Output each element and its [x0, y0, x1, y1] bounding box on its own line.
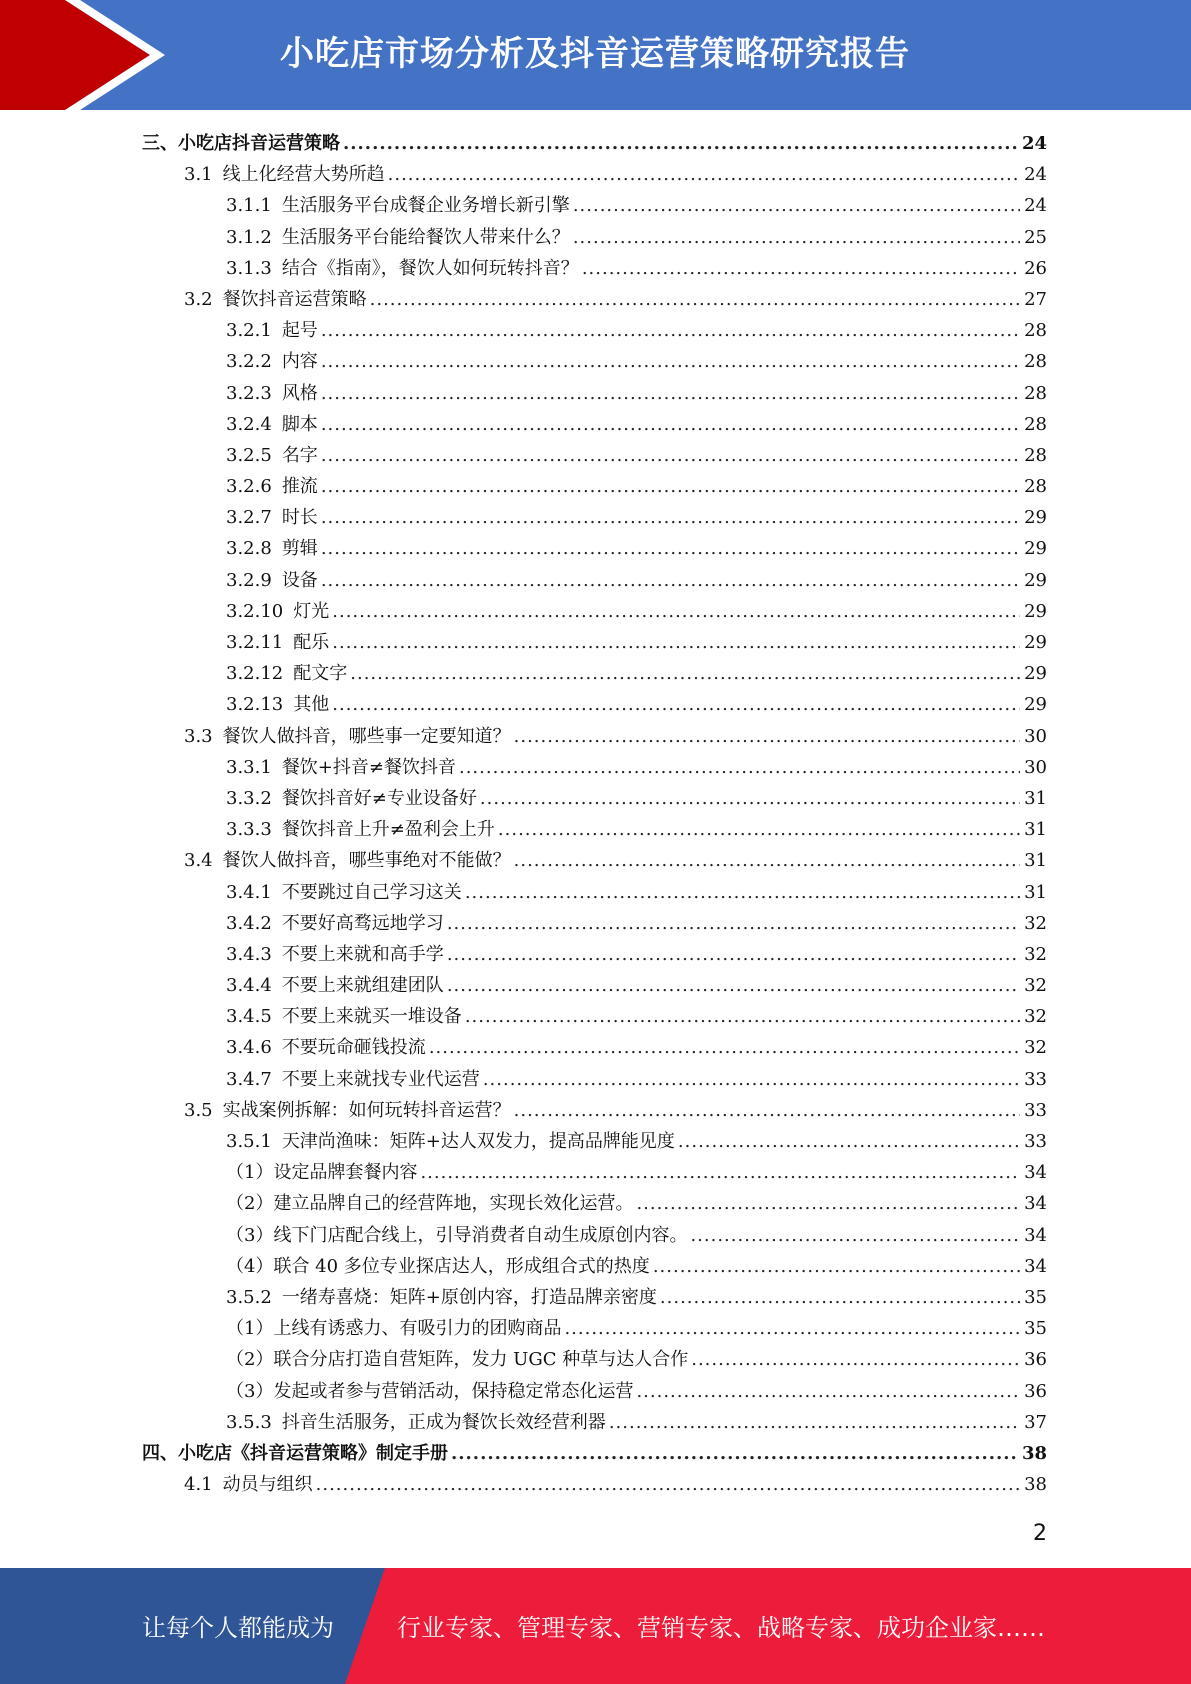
- toc-entry-number: 3.1.2: [226, 226, 272, 248]
- toc-entry[interactable]: [142, 1438, 1047, 1469]
- toc-dot-leader: [370, 284, 1020, 315]
- toc-entry-title: 餐饮抖音运营策略: [222, 288, 367, 310]
- toc-dot-leader: [321, 502, 1020, 533]
- toc-entry[interactable]: [142, 1095, 1047, 1126]
- toc-entry-number: 3.4.7: [226, 1068, 272, 1090]
- toc-entry-page: 31: [1024, 787, 1047, 809]
- toc-entry-number: 3.5.3: [226, 1411, 272, 1433]
- toc-entry-page: 32: [1024, 1006, 1047, 1028]
- toc-entry-page: 32: [1024, 975, 1047, 997]
- toc-entry[interactable]: [142, 1282, 1047, 1313]
- toc-entry[interactable]: [142, 1344, 1047, 1375]
- toc-entry-page: 24: [1024, 195, 1047, 217]
- toc-dot-leader: [465, 1001, 1020, 1032]
- toc-entry-page: 29: [1024, 507, 1047, 529]
- toc-entry-title: 剪辑: [281, 538, 318, 560]
- toc-entry-number: 3.2.8: [226, 538, 272, 560]
- toc-dot-leader: [350, 658, 1020, 689]
- toc-entry[interactable]: [142, 1188, 1047, 1219]
- toc-dot-leader: [447, 939, 1020, 970]
- toc-entry-title: 实战案例拆解：如何玩转抖音运营？: [222, 1099, 511, 1121]
- toc-entry-title: 不要上来就找专业代运营: [281, 1068, 480, 1090]
- page-number: 2: [1033, 1521, 1047, 1546]
- toc-entry-number: 3.4.1: [226, 881, 272, 903]
- toc-entry-page: 33: [1024, 1099, 1047, 1121]
- toc-entry-number: 3.2.4: [226, 413, 272, 435]
- footer-slogan-right: 行业专家、管理专家、营销专家、战略专家、成功企业家……: [397, 1614, 1045, 1642]
- toc-entry-number: 3.4.2: [226, 912, 272, 934]
- toc-entry-number: 3.2.10: [226, 600, 284, 622]
- toc-dot-leader: [388, 159, 1020, 190]
- toc-entry-title: 时长: [281, 507, 318, 529]
- toc-entry[interactable]: [142, 346, 1047, 377]
- toc-entry-page: 29: [1024, 538, 1047, 560]
- toc-dot-leader: [429, 1032, 1020, 1063]
- toc-entry-page: 28: [1024, 476, 1047, 498]
- toc-entry-number: 3.1.1: [226, 195, 272, 217]
- toc-entry-title: 内容: [281, 351, 318, 373]
- header-band: [0, 0, 1191, 110]
- toc-entry-title: （3）线下门店配合线上，引导消费者自动生成原创内容。: [226, 1224, 688, 1246]
- toc-entry-title: 配文字: [293, 663, 348, 685]
- toc-entry-page: 24: [1024, 164, 1047, 186]
- toc-dot-leader: [691, 1344, 1020, 1375]
- toc-entry[interactable]: [142, 533, 1047, 564]
- toc-entry[interactable]: [142, 1251, 1047, 1282]
- toc-entry-title: 不要上来就买一堆设备: [281, 1006, 462, 1028]
- toc-dot-leader: [465, 877, 1020, 908]
- toc-entry-title: 风格: [281, 382, 318, 404]
- toc-entry-number: 3.2.3: [226, 382, 272, 404]
- toc-entry[interactable]: [142, 1032, 1047, 1063]
- toc-entry[interactable]: [142, 378, 1047, 409]
- toc-entry-number: 3.3: [184, 725, 213, 747]
- toc-dot-leader: [514, 845, 1020, 876]
- toc-dot-leader: [321, 565, 1020, 596]
- toc-entry-title: （1）设定品牌套餐内容: [226, 1162, 418, 1184]
- toc-entry-title: 起号: [281, 320, 318, 342]
- toc-entry-number: 3.2.5: [226, 444, 272, 466]
- toc-entry-number: 3.5.2: [226, 1286, 272, 1308]
- toc-entry-page: 31: [1024, 881, 1047, 903]
- toc-entry-title: 结合《指南》，餐饮人如何玩转抖音？: [281, 257, 579, 279]
- toc-entry-page: 38: [1024, 1474, 1047, 1496]
- toc-entry-title: 不要跳过自己学习这关: [281, 881, 462, 903]
- toc-entry[interactable]: [142, 627, 1047, 658]
- toc-entry-number: 3.1.3: [226, 257, 272, 279]
- toc-entry[interactable]: [142, 565, 1047, 596]
- toc-entry[interactable]: [142, 1407, 1047, 1438]
- toc-dot-leader: [498, 814, 1020, 845]
- toc-entry-title: 生活服务平台能给餐饮人带来什么？: [281, 226, 570, 248]
- toc-entry[interactable]: [142, 783, 1047, 814]
- toc-entry-title: 不要上来就组建团队: [281, 975, 444, 997]
- toc-entry-page: 27: [1024, 288, 1047, 310]
- toc-entry-title: 小吃店《抖音运营策略》制定手册: [178, 1442, 448, 1464]
- toc-entry-title: 脚本: [281, 413, 318, 435]
- toc-entry-title: 配乐: [293, 632, 330, 653]
- toc-dot-leader: [636, 1188, 1020, 1219]
- toc-entry-page: 32: [1024, 943, 1047, 965]
- toc-dot-leader: [321, 471, 1020, 502]
- toc-dot-leader: [321, 315, 1020, 346]
- document-title: 小吃店市场分析及抖音运营策略研究报告: [280, 34, 910, 74]
- toc-entry[interactable]: [142, 190, 1047, 221]
- toc-entry-page: 34: [1024, 1162, 1047, 1184]
- toc-entry-title: 线上化经营大势所趋: [222, 164, 385, 186]
- toc-entry[interactable]: [142, 253, 1047, 284]
- toc-entry-title: 餐饮人做抖音，哪些事绝对不能做？: [222, 850, 511, 872]
- toc-entry-title: 不要好高骛远地学习: [281, 912, 444, 934]
- toc-dot-leader: [321, 533, 1020, 564]
- toc-entry-page: 33: [1024, 1131, 1047, 1152]
- toc-entry-number: 三、: [142, 133, 178, 154]
- toc-entry[interactable]: [142, 409, 1047, 440]
- toc-dot-leader: [447, 908, 1020, 939]
- toc-entry-title: 一绪寿喜烧：矩阵+原创内容，打造品牌亲密度: [281, 1286, 657, 1308]
- toc-entry[interactable]: [142, 502, 1047, 533]
- toc-entry-title: 天津尚渔味：矩阵+达人双发力，提高品牌能见度: [281, 1131, 675, 1152]
- toc-dot-leader: [332, 627, 1020, 658]
- toc-dot-leader: [332, 596, 1020, 627]
- toc-entry[interactable]: [142, 1313, 1047, 1344]
- toc-entry-title: 抖音生活服务，正成为餐饮长效经营利器: [281, 1411, 606, 1433]
- footer-slogan-left: 让每个人都能成为: [142, 1614, 334, 1642]
- toc-entry-title: （4）联合 40 多位专业探店达人，形成组合式的热度: [226, 1255, 650, 1277]
- toc-entry[interactable]: [142, 128, 1047, 159]
- toc-entry[interactable]: [142, 689, 1047, 720]
- toc-entry[interactable]: [142, 1469, 1047, 1500]
- toc-entry[interactable]: [142, 222, 1047, 253]
- toc-entry-number: 4.1: [184, 1474, 213, 1496]
- toc-entry-number: 3.4.5: [226, 1006, 272, 1028]
- toc-entry[interactable]: [142, 908, 1047, 939]
- toc-entry[interactable]: [142, 721, 1047, 752]
- toc-entry-page: 34: [1024, 1224, 1047, 1246]
- toc-entry[interactable]: [142, 877, 1047, 908]
- toc-entry[interactable]: [142, 1376, 1047, 1407]
- toc-entry-number: 3.3.3: [226, 819, 272, 841]
- toc-entry-number: 3.4.6: [226, 1037, 272, 1059]
- toc-entry-title: （2）建立品牌自己的经营阵地，实现长效化运营。: [226, 1193, 634, 1215]
- toc-dot-leader: [678, 1126, 1020, 1157]
- toc-entry-page: 33: [1024, 1068, 1047, 1090]
- toc-entry-number: 四、: [142, 1442, 178, 1464]
- toc-entry-number: 3.5.1: [226, 1131, 272, 1152]
- toc-entry[interactable]: [142, 1220, 1047, 1251]
- toc-entry-title: 名字: [281, 444, 318, 466]
- toc-entry-title: （3）发起或者参与营销活动，保持稳定常态化运营: [226, 1380, 634, 1402]
- toc-entry-number: 3.3.2: [226, 787, 272, 809]
- toc-entry-page: 24: [1021, 133, 1047, 154]
- toc-entry-title: （1）上线有诱惑力、有吸引力的团购商品: [226, 1318, 562, 1340]
- toc-entry-number: 3.2.12: [226, 663, 284, 685]
- toc-entry[interactable]: [142, 284, 1047, 315]
- toc-entry-title: 不要上来就和高手学: [281, 943, 444, 965]
- toc-entry-number: 3.1: [184, 164, 213, 186]
- toc-dot-leader: [321, 346, 1020, 377]
- toc-entry-number: 3.4.3: [226, 943, 272, 965]
- toc-entry-title: 动员与组织: [222, 1474, 313, 1496]
- toc-dot-leader: [564, 1313, 1020, 1344]
- toc-entry-page: 31: [1024, 850, 1047, 872]
- toc-entry[interactable]: [142, 939, 1047, 970]
- toc-entry-number: 3.2.11: [226, 632, 284, 653]
- toc-entry[interactable]: [142, 471, 1047, 502]
- toc-entry-number: 3.2: [184, 288, 213, 310]
- toc-entry-page: 35: [1024, 1286, 1047, 1308]
- toc-entry-title: 餐饮抖音上升≠盈利会上升: [281, 819, 495, 841]
- toc-entry-page: 38: [1021, 1442, 1047, 1464]
- toc-entry-page: 29: [1024, 663, 1047, 685]
- toc-entry[interactable]: [142, 159, 1047, 190]
- toc-entry-title: 灯光: [293, 600, 330, 622]
- toc-entry[interactable]: [142, 658, 1047, 689]
- toc-entry-title: （2）联合分店打造自营矩阵，发力 UGC 种草与达人合作: [226, 1349, 689, 1371]
- toc-dot-leader: [321, 409, 1020, 440]
- toc-entry-title: 小吃店抖音运营策略: [178, 133, 340, 154]
- table-of-contents: [142, 128, 1047, 1500]
- toc-entry[interactable]: [142, 1157, 1047, 1188]
- toc-dot-leader: [321, 378, 1020, 409]
- toc-dot-leader: [582, 253, 1020, 284]
- toc-entry-page: 34: [1024, 1255, 1047, 1277]
- toc-entry-title: 餐饮人做抖音，哪些事一定要知道？: [222, 725, 511, 747]
- toc-entry-number: 3.4.4: [226, 975, 272, 997]
- toc-entry[interactable]: [142, 752, 1047, 783]
- toc-entry-number: 3.5: [184, 1099, 213, 1121]
- toc-entry-page: 28: [1024, 444, 1047, 466]
- toc-dot-leader: [514, 721, 1020, 752]
- footer-band: [0, 1568, 1191, 1684]
- toc-dot-leader: [573, 190, 1020, 221]
- toc-entry-page: 29: [1024, 694, 1047, 716]
- toc-entry-number: 3.2.9: [226, 569, 272, 591]
- toc-dot-leader: [316, 1469, 1020, 1500]
- toc-entry-number: 3.2.1: [226, 320, 272, 342]
- toc-entry-page: 28: [1024, 351, 1047, 373]
- toc-entry-page: 35: [1024, 1318, 1047, 1340]
- toc-entry-page: 34: [1024, 1193, 1047, 1215]
- toc-dot-leader: [636, 1376, 1020, 1407]
- toc-entry-title: 设备: [281, 569, 318, 591]
- toc-dot-leader: [459, 752, 1020, 783]
- toc-entry[interactable]: [142, 845, 1047, 876]
- toc-entry-page: 25: [1024, 226, 1047, 248]
- toc-entry-page: 26: [1024, 257, 1047, 279]
- toc-entry-page: 29: [1024, 569, 1047, 591]
- toc-entry-page: 29: [1024, 632, 1047, 653]
- toc-entry-number: 3.2.7: [226, 507, 272, 529]
- toc-entry-page: 28: [1024, 413, 1047, 435]
- toc-entry-title: 餐饮抖音好≠专业设备好: [281, 787, 477, 809]
- toc-entry-page: 30: [1024, 725, 1047, 747]
- toc-dot-leader: [480, 783, 1020, 814]
- toc-entry-number: 3.2.6: [226, 476, 272, 498]
- toc-entry-title: 推流: [281, 476, 318, 498]
- toc-entry-page: 32: [1024, 1037, 1047, 1059]
- toc-entry-page: 36: [1024, 1380, 1047, 1402]
- toc-entry-number: 3.4: [184, 850, 213, 872]
- toc-entry-page: 30: [1024, 756, 1047, 778]
- toc-entry-page: 28: [1024, 320, 1047, 342]
- toc-dot-leader: [451, 1438, 1019, 1469]
- toc-entry-number: 3.2.2: [226, 351, 272, 373]
- toc-entry-page: 32: [1024, 912, 1047, 934]
- toc-dot-leader: [343, 128, 1019, 159]
- toc-dot-leader: [483, 1064, 1020, 1095]
- toc-dot-leader: [321, 440, 1020, 471]
- toc-entry[interactable]: [142, 814, 1047, 845]
- toc-entry-number: 3.2.13: [226, 694, 284, 716]
- toc-dot-leader: [332, 689, 1020, 720]
- toc-dot-leader: [514, 1095, 1020, 1126]
- toc-entry-page: 29: [1024, 600, 1047, 622]
- toc-entry[interactable]: [142, 315, 1047, 346]
- toc-entry-title: 不要玩命砸钱投流: [281, 1037, 426, 1059]
- toc-dot-leader: [653, 1251, 1020, 1282]
- toc-entry[interactable]: [142, 1001, 1047, 1032]
- toc-entry-page: 36: [1024, 1349, 1047, 1371]
- toc-entry-title: 生活服务平台成餐企业务增长新引擎: [281, 195, 570, 217]
- toc-dot-leader: [690, 1220, 1020, 1251]
- toc-dot-leader: [609, 1407, 1020, 1438]
- toc-entry[interactable]: [142, 970, 1047, 1001]
- toc-dot-leader: [447, 970, 1020, 1001]
- toc-entry-title: 餐饮+抖音≠餐饮抖音: [281, 756, 456, 778]
- toc-entry[interactable]: [142, 596, 1047, 627]
- toc-dot-leader: [573, 222, 1020, 253]
- toc-entry-page: 31: [1024, 819, 1047, 841]
- toc-entry-page: 28: [1024, 382, 1047, 404]
- toc-entry[interactable]: [142, 440, 1047, 471]
- toc-entry[interactable]: [142, 1126, 1047, 1157]
- toc-entry[interactable]: [142, 1064, 1047, 1095]
- toc-dot-leader: [420, 1157, 1020, 1188]
- toc-dot-leader: [660, 1282, 1020, 1313]
- toc-entry-title: 其他: [293, 694, 330, 716]
- toc-entry-page: 37: [1024, 1411, 1047, 1433]
- toc-entry-number: 3.3.1: [226, 756, 272, 778]
